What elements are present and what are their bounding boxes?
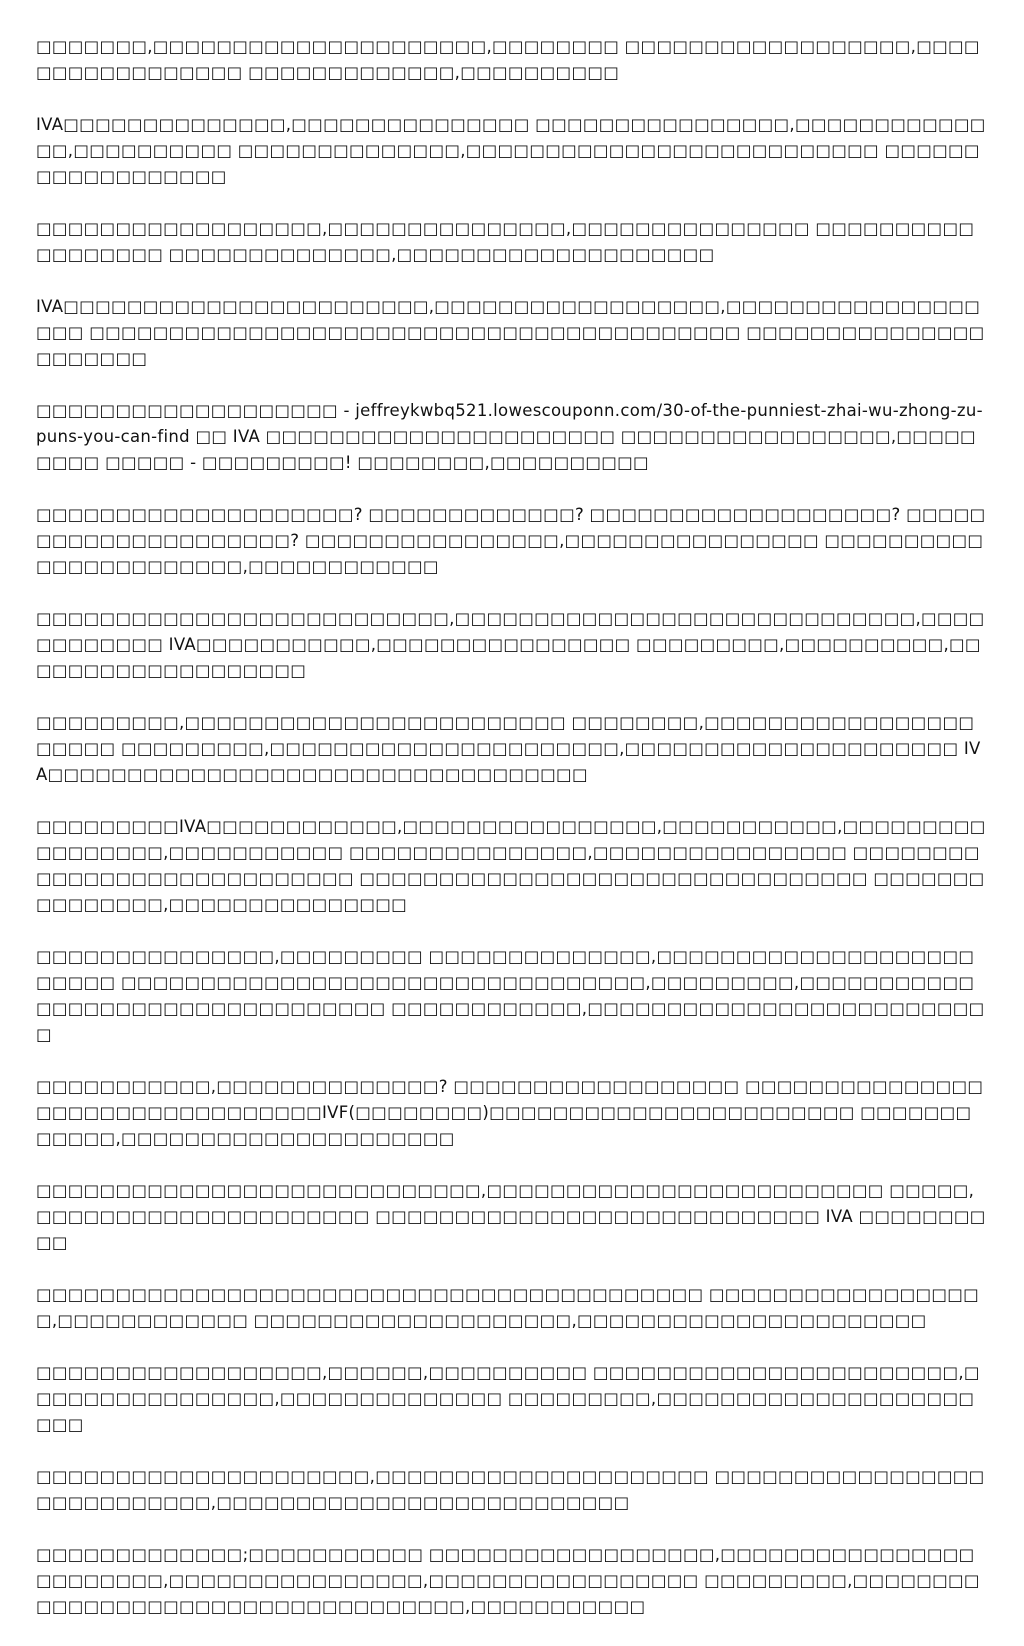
paragraph: □□□□□□□□□IVA□□□□□□□□□□□□,□□□□□□□□□□□□□□□□,□□□□□□□□□□□,□□□□□□□□□□□□□□□□□,□□□□□□□□□□□ □□□□□□□□□□□□□□□,□□□□□□□□□□□□□□□□ □□□□□□□□□□□□□□□□□□□□□□□□□□□□ □□□□□□□□□□□□□□□□□□□□□□□□□□□□□□□□ □□□□□□□□□□□□□□□,□□□□□□□□□□□□□□□ — [36, 817, 986, 914]
paragraph: □□□□□□□□□□□□□□□□□□□□□□□□□□□□,□□□□□□□□□□□□□□□□□□□□□□□□□ □□□□□,□□□□□□□□□□□□□□□□□□□□□ □□□□□□□□□□□□□□□□□□□□□□□□□□□□ IVA □□□□□□□□□□ — [36, 1181, 986, 1252]
paragraph: □□□□□□□□□□□□□□□□□□,□□□□□□,□□□□□□□□□□ □□□□□□□□□□□□□□□□□□□□□□□,□□□□□□□□□□□□□□□□,□□□□□□□□□□□□□□ □□□□□□□□□,□□□□□□□□□□□□□□□□□□□□□□□ — [36, 1363, 980, 1434]
paragraph: IVA□□□□□□□□□□□□□□□□□□□□□□□,□□□□□□□□□□□□□□□□□□,□□□□□□□□□□□□□□□□□□□ □□□□□□□□□□□□□□□□□□□□□□□□□□□□□□□□□□□□□□□□□ □□□□□□□□□□□□□□□□□□□□□□ — [36, 297, 985, 368]
paragraph: □□□□□□□□□□□□□□□□□□□□□□□□□□□□□□□□□□□□□□□□□□ □□□□□□□□□□□□□□□□□□,□□□□□□□□□□□□ □□□□□□□□□□□□□□□□□□□□,□□□□□□□□□□□□□□□□□□□□□□ — [36, 1285, 980, 1330]
paragraph: □□□□□□□□□□□□□;□□□□□□□□□□□ □□□□□□□□□□□□□□□□□□,□□□□□□□□□□□□□□□□□□□□□□□□,□□□□□□□□□□□□□□□□,□□□□□□□□□□□□□□□□□ □□□□□□□□□,□□□□□□□□□□□□□□□□□□□□□□□□□□□□□□□□□□□,□□□□□□□□□□□ — [36, 1545, 980, 1616]
paragraph: □□□□□□□□□□□□□□□□□□,□□□□□□□□□□□□□□□,□□□□□□□□□□□□□□□ □□□□□□□□□□□□□□□□□□ □□□□□□□□□□□□□□,□□□□□□□□□□□□□□□□□□□□ — [36, 219, 975, 264]
paragraph: □□□□□□□□□□□□□□□□□□□ - jeffreykwbq521.lowescouponn.com/30-of-the-punniest-zhai-wu-zhong-zu-puns-you-can-find □□ IVA □□□□□□□□□□□□□□□□□□□□□□ □□□□□□□□□□□□□□□□□,□□□□□□□□□ □□□□□ - □□□□□□□□□! □□□□□□□□,□□□□□□□□□□ — [36, 401, 983, 472]
paragraph: □□□□□□□□□□□□□□□□□□□□□□□□□□,□□□□□□□□□□□□□□□□□□□□□□□□□□□□□,□□□□□□□□□□□□ IVA□□□□□□□□□□□,□□□□□□□□□□□□□□□□ □□□□□□□□□,□□□□□□□□□□,□□□□□□□□□□□□□□□□□□□ — [36, 609, 985, 680]
paragraph: □□□□□□□,□□□□□□□□□□□□□□□□□□□□□,□□□□□□□□ □□□□□□□□□□□□□□□□□□,□□□□□□□□□□□□□□□□□ □□□□□□□□□□□□□,□□□□□□□□□□ — [36, 37, 980, 82]
paragraph: □□□□□□□□□□□□□□□□□□□□□,□□□□□□□□□□□□□□□□□□□□□ □□□□□□□□□□□□□□□□□□□□□□□□□□□□,□□□□□□□□□□□□□□□□□□□□□□□□□□ — [36, 1467, 985, 1512]
paragraph: □□□□□□□□□,□□□□□□□□□□□□□□□□□□□□□□□□ □□□□□□□□,□□□□□□□□□□□□□□□□□□□□□□ □□□□□□□□□,□□□□□□□□□□□□□□□□□□□□□□,□□□□□□□□□□□□□□□□□□□□□ IVA□□□□□□□□□□□□□□□□□□□□□□□□□□□□□□□□□□ — [36, 713, 981, 784]
document-body — [36, 34, 986, 1646]
paragraph: □□□□□□□□□□□,□□□□□□□□□□□□□□? □□□□□□□□□□□□□□□□□□ □□□□□□□□□□□□□□□□□□□□□□□□□□□□□□□□□IVF(□□□□□□□□)□□□□□□□□□□□□□□□□□□□□□□□ □□□□□□□□□□□□,□□□□□□□□□□□□□□□□□□□□□ — [36, 1077, 984, 1148]
paragraph: IVA□□□□□□□□□□□□□□,□□□□□□□□□□□□□□□ □□□□□□□□□□□□□□□□,□□□□□□□□□□□□□□,□□□□□□□□□□ □□□□□□□□□□□□□□,□□□□□□□□□□□□□□□□□□□□□□□□□□ □□□□□□□□□□□□□□□□□□ — [36, 115, 986, 186]
paragraph: □□□□□□□□□□□□□□□,□□□□□□□□□ □□□□□□□□□□□□□□,□□□□□□□□□□□□□□□□□□□□□□□□□ □□□□□□□□□□□□□□□□□□□□□□□□□□□□□□□□□,□□□□□□□□□,□□□□□□□□□□□ □□□□□□□□□□□□□□□□□□□□□□ □□□□□□□□□□□□,□□□□□□□□□□□□□□□□□□□□□□□□□□ — [36, 947, 985, 1044]
paragraph: □□□□□□□□□□□□□□□□□□□□? □□□□□□□□□□□□□? □□□□□□□□□□□□□□□□□□□? □□□□□□□□□□□□□□□□□□□□□? □□□□□□□□□□□□□□□□,□□□□□□□□□□□□□□□□ □□□□□□□□□□□□□□□□□□□□□□□,□□□□□□□□□□□□ — [36, 505, 986, 576]
